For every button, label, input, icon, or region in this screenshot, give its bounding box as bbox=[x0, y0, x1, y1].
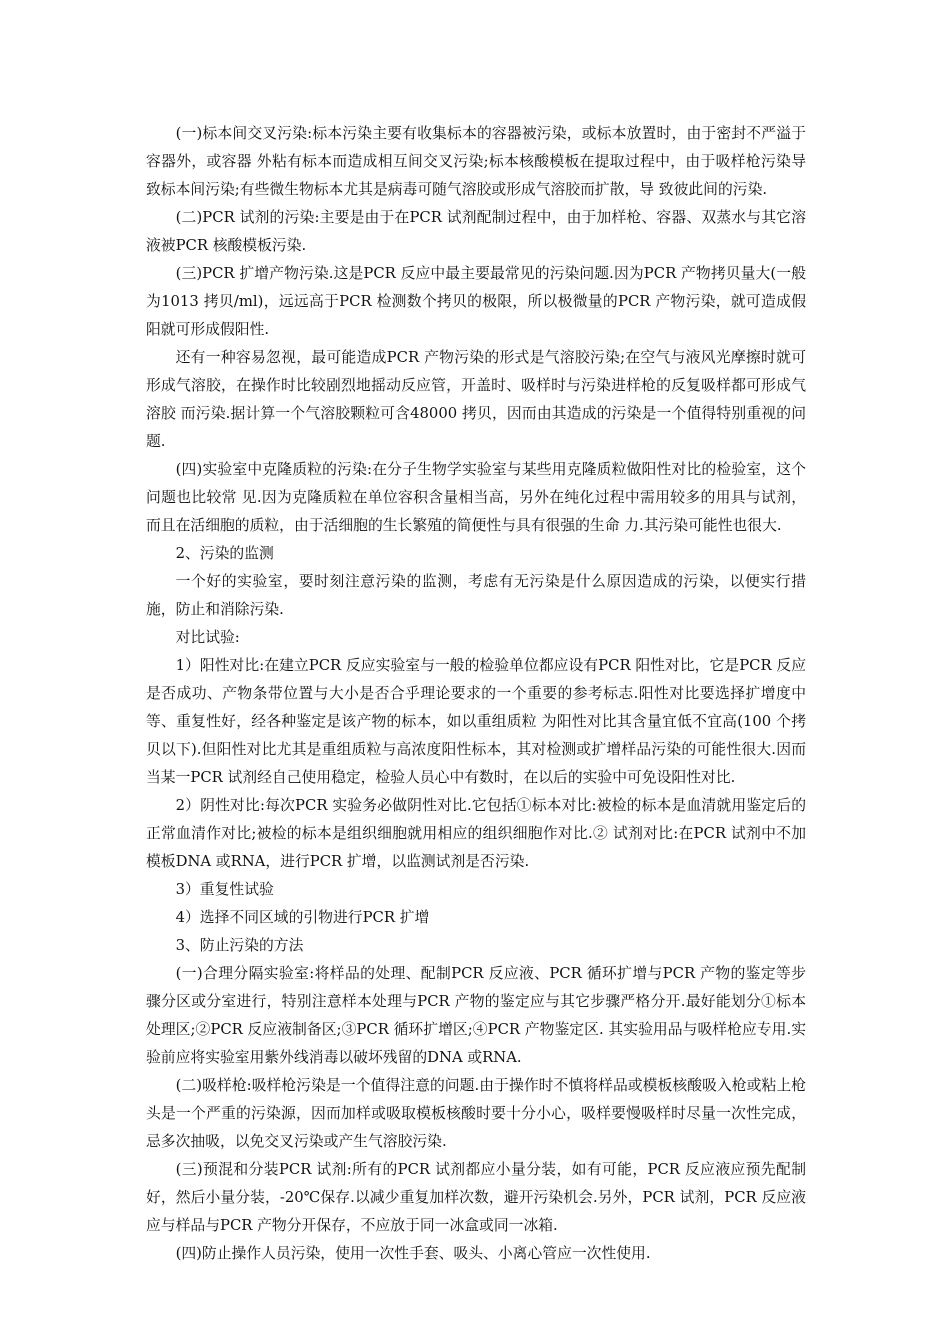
paragraph-amplicon-contamination: (三)PCR 扩增产物污染.这是PCR 反应中最主要最常见的污染问题.因为PCR 产物拷贝量大(一般为1013 拷贝/ml)，远远高于PCR 检测数个拷贝的极限，所以极微量的PCR 产物污染，就可造成假阳就可形成假阳性. bbox=[146, 265, 806, 338]
document-page bbox=[146, 120, 806, 1268]
paragraph-operator-contamination: (四)防止操作人员污染，使用一次性手套、吸头、小离心管应一次性使用. bbox=[175, 1245, 651, 1262]
paragraph-negative-control: 2）阴性对比:每次PCR 实验务必做阴性对比.它包括①标本对比:被检的标本是血清就用鉴定后的正常血清作对比;被检的标本是组织细胞就用相应的组织细胞作对比.② 试剂对比:在PCR 试剂中不加模板DNA 或RNA，进行PCR 扩增，以监测试剂是否污染. bbox=[146, 797, 806, 870]
paragraph-reagent-aliquot: (三)预混和分装PCR 试剂:所有的PCR 试剂都应小量分装，如有可能，PCR 反应液应预先配制好，然后小量分装，-20℃保存.以减少重复加样次数，避开污染机会.另外，PCR 试剂，PCR 反应液应与样品与PCR 产物分开保存，不应放于同一冰盒或同一冰箱. bbox=[146, 1161, 806, 1234]
paragraph-reagent-contamination: (二)PCR 试剂的污染:主要是由于在PCR 试剂配制过程中，由于加样枪、容器、双蒸水与其它溶液被PCR 核酸模板污染. bbox=[146, 209, 806, 254]
section-heading-prevention: 3、防止污染的方法 bbox=[175, 937, 304, 954]
paragraph-monitoring-intro: 一个好的实验室，要时刻注意污染的监测，考虑有无污染是什么原因造成的污染，以便实行措施，防止和消除污染. bbox=[146, 573, 806, 618]
subheading-control-experiment: 对比试验: bbox=[175, 629, 240, 646]
paragraph-lab-separation: (一)合理分隔实验室:将样品的处理、配制PCR 反应液、PCR 循环扩增与PCR 产物的鉴定等步骤分区或分室进行，特别注意样本处理与PCR 产物的鉴定应与其它步骤严格分开.最好能划分①标本处理区;②PCR 反应液制备区;③PCR 循环扩增区;④PCR 产物鉴定区. 其实验用品与吸样枪应专用.实验前应将实验室用紫外线消毒以破坏残留的DNA 或RNA. bbox=[146, 965, 806, 1066]
item-primer-selection: 4）选择不同区域的引物进行PCR 扩增 bbox=[175, 909, 430, 926]
section-heading-monitoring: 2、污染的监测 bbox=[175, 545, 274, 562]
paragraph-cross-contamination: (一)标本间交叉污染:标本污染主要有收集标本的容器被污染，或标本放置时，由于密封不严溢于容器外，或容器 外粘有标本而造成相互间交叉污染;标本核酸模板在提取过程中，由于吸样枪污染导致标本间污染;有些微生物标本尤其是病毒可随气溶胶或形成气溶胶而扩散，导 致彼此间的污染. bbox=[146, 125, 806, 198]
paragraph-positive-control: 1）阳性对比:在建立PCR 反应实验室与一般的检验单位都应设有PCR 阳性对比，它是PCR 反应是否成功、产物条带位置与大小是否合乎理论要求的一个重要的参考标志.阳性对比要选择扩增度中等、重复性好，经各种鉴定是该产物的标本，如以重组质粒 为阳性对比其含量宜低不宜高(100 个拷贝以下).但阳性对比尤其是重组质粒与高浓度阳性标本，其对检测或扩增样品污染的可能性很大.因而当某一PCR 试剂经自己使用稳定，检验人员心中有数时，在以后的实验中可免设阳性对比. bbox=[146, 657, 806, 786]
paragraph-aerosol-contamination: 还有一种容易忽视，最可能造成PCR 产物污染的形式是气溶胶污染;在空气与液风光摩擦时就可形成气溶胶，在操作时比较剧烈地摇动反应管，开盖时、吸样时与污染进样枪的反复吸样都可形成气溶胶 而污染.据计算一个气溶胶颗粒可含48000 拷贝，因而由其造成的污染是一个值得特别重视的问题. bbox=[146, 349, 806, 450]
paragraph-plasmid-contamination: (四)实验室中克隆质粒的污染:在分子生物学实验室与某些用克隆质粒做阳性对比的检验室，这个问题也比较常 见.因为克隆质粒在单位容积含量相当高，另外在纯化过程中需用较多的用具与试剂，而且在活细胞的质粒，由于活细胞的生长繁殖的简便性与具有很强的生命 力.其污染可能性也很大. bbox=[146, 461, 806, 534]
item-repeatability-test: 3）重复性试验 bbox=[175, 881, 274, 898]
paragraph-pipette: (二)吸样枪:吸样枪污染是一个值得注意的问题.由于操作时不慎将样品或模板核酸吸入枪或粘上枪头是一个严重的污染源，因而加样或吸取模板核酸时要十分小心，吸样要慢吸样时尽量一次性完成，忌多次抽吸，以免交叉污染或产生气溶胶污染. bbox=[146, 1077, 806, 1150]
